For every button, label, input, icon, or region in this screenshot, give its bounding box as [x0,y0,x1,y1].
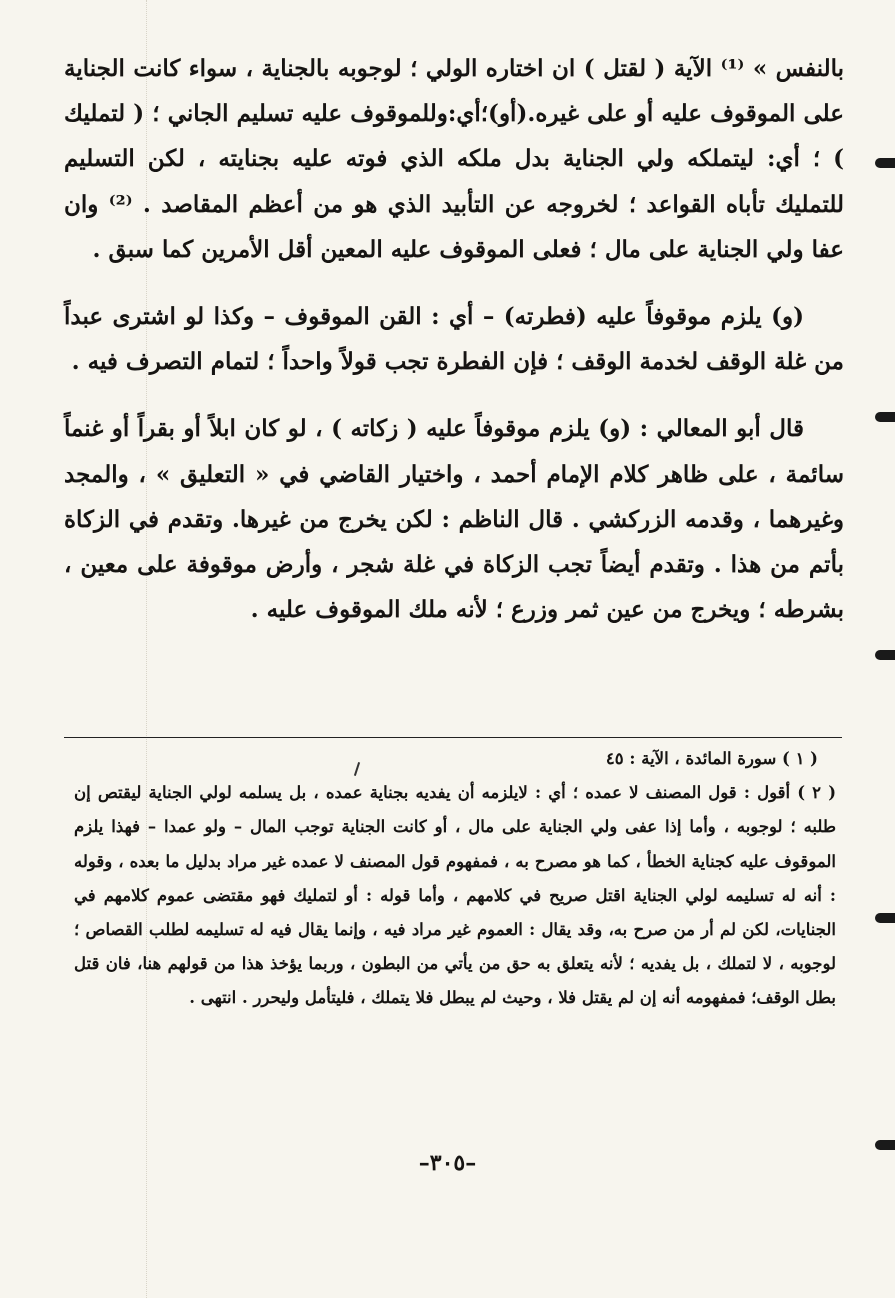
footnotes [74,742,836,1016]
main-paragraph-3: قال أبو المعالي : (و) يلزم موقوفاً عليه ( زكاته ) ، لو كان ابلاً أو بقراً أو غنماً سائمة ، على ظاهر كلام الإمام أحمد ، واختيار القاضي في « التعليق » ، والمجد وغيرهما ، وقدمه الزركشي . قال الناظم : لكن يخرج من غيرها. وتقدم في الزكاة بأتم من هذا . وتقدم أيضاً تجب الزكاة في غلة شجر ، وأرض موقوفة على معين ، بشرطه ؛ ويخرج من عين ثمر وزرع ؛ لأنه ملك الموقوف عليه . [64,415,844,624]
footnote-2: ( ٢ ) أقول : قول المصنف لا عمده ؛ أي : لايلزمه أن يفديه بجناية عمده ، بل يسلمه لولي الجناية ليقتص إن طلبه ؛ لوجوبه ، وأما إذا عفى ولي الجناية على مال ، أو كانت الجناية توجب المال – ولو عمدا – فهذا يلزم الموقوف عليه كجناية الخطأ ، كما هو مصرح به ، فمفهوم قول المصنف لا عمده غير مراد بدليل ما بعده ، وقوله : أنه له تسليمه لولي الجناية اقتل صريح في كلامهم ، وأما قوله : أو لتمليك فهو مقتضى عموم كلامهم في الجنايات، لكن لم أر من صرح به، وقد يقال : العموم غير مراد فيه ، وإنما يقال فيه له تسليمه لطلب القصاص ؛ لوجوبه ، لا لتملك ، بل يفديه ؛ لأنه يتعلق به حق من يأتي من البطون ، وربما يؤخذ هذا من قولهم هنا، فان قتل بطل الوقف؛ فمفهومه أنه إن لم يقتل فلا ، وحيث لم يبطل فلا يتملك ، فليتأمل وليحرر . انتهى . [74,783,836,1008]
page-number: –٣٠٥– [418,1150,477,1176]
margin-mark-icon [875,1140,895,1150]
margin-mark-icon [875,412,895,422]
margin-mark-icon [875,913,895,923]
footnote-1: ( ١ ) سورة المائدة ، الآية : ٤٥ [605,749,818,768]
margin-mark-icon [875,158,895,168]
main-text [64,46,844,632]
main-paragraph-1: بالنفس » ⁽¹⁾ الآية ( لقتل ) ان اختاره الولي ؛ لوجوبه بالجناية ، سواء كانت الجناية على الموقوف عليه أو على غيره.(أو)؛أي:وللموقوف عليه تسليم الجاني ؛ ( لتمليك ) ؛ أي: ليتملكه ولي الجناية بدل ملكه الذي فوته عليه بجنايته ، لكن التسليم للتمليك تأباه القواعد ؛ لخروجه عن التأبيد الذي هو من أعظم المقاصد . ⁽²⁾ وان عفا ولي الجناية على مال ؛ فعلى الموقوف عليه المعين أقل الأمرين كما سبق . [64,55,845,263]
footnote-separator [64,737,842,738]
main-paragraph-2: (و) يلزم موقوفاً عليه (فطرته) – أي : القن الموقوف – وكذا لو اشترى عبداً من غلة الوقف لخدمة الوقف ؛ فإن الفطرة تجب قولاً واحداً ؛ لتمام التصرف فيه . [64,303,844,376]
margin-mark-icon [875,650,895,660]
